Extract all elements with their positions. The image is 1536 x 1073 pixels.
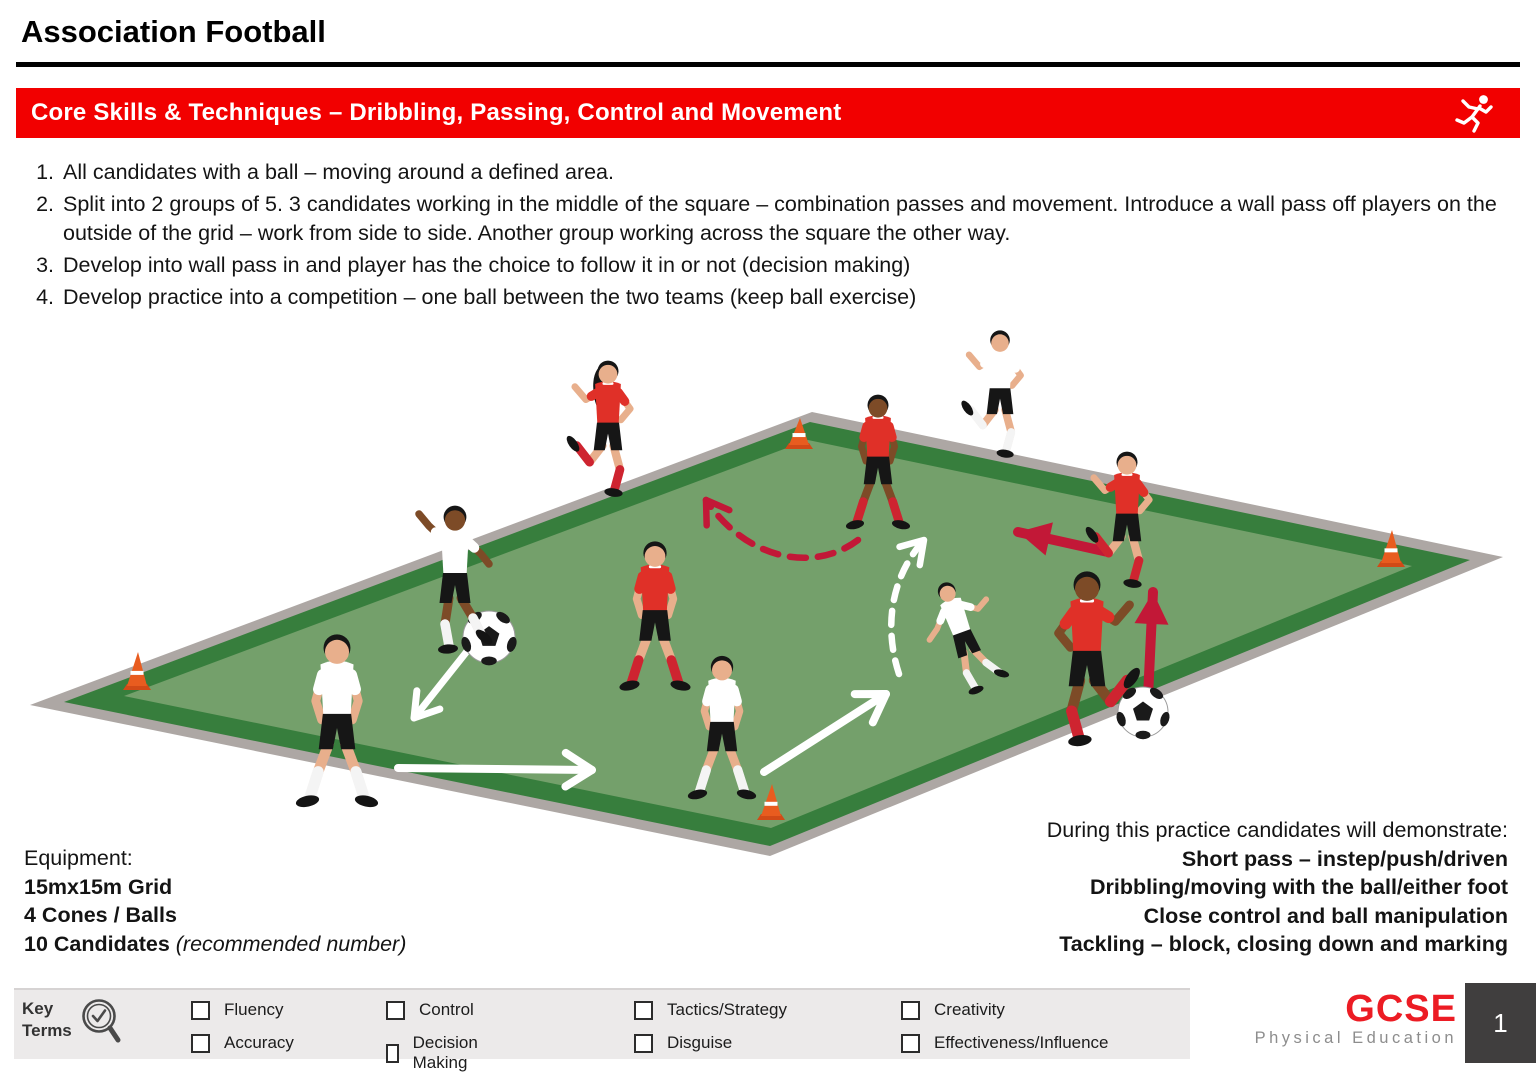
instruction-step: 3. Develop into wall pass in and player has the choice to follow it in or not (decision making) bbox=[60, 251, 1518, 280]
section-banner bbox=[16, 88, 1520, 138]
instruction-step: 1. All candidates with a ball – moving around a defined area. bbox=[60, 158, 1518, 187]
player-white-top-right bbox=[959, 330, 1020, 458]
gcse-logo bbox=[1255, 990, 1457, 1048]
key-term-label: Tactics/Strategy bbox=[667, 1000, 787, 1019]
equipment-block bbox=[24, 844, 406, 958]
checkbox-control[interactable] bbox=[386, 1001, 405, 1020]
key-term-label: Accuracy bbox=[224, 1033, 294, 1052]
page-title: Association Football bbox=[21, 14, 326, 49]
checkbox-effectiveness-influence[interactable] bbox=[901, 1034, 920, 1053]
key-term-label: Control bbox=[419, 1000, 474, 1019]
checkbox-accuracy[interactable] bbox=[191, 1034, 210, 1053]
equipment-candidates: 10 Candidates (recommended number) bbox=[24, 931, 407, 956]
player-red-top-left-female bbox=[564, 361, 630, 498]
instruction-step: 4. Develop practice into a competition – one ball between the two teams (keep ball exercise) bbox=[60, 283, 1518, 312]
equipment-cones-balls: 4 Cones / Balls bbox=[24, 903, 177, 927]
key-term-label: Creativity bbox=[934, 1000, 1005, 1019]
practice-instructions bbox=[24, 158, 1518, 315]
checkbox-fluency[interactable] bbox=[191, 1001, 210, 1020]
key-term-label: Decision Making bbox=[412, 1033, 478, 1072]
title-divider bbox=[16, 62, 1520, 67]
key-term-label: Effectiveness/Influence bbox=[934, 1033, 1109, 1052]
demonstrate-item: Tackling – block, closing down and marking bbox=[1059, 932, 1508, 956]
demonstrate-item: Close control and ball manipulation bbox=[1143, 903, 1508, 928]
equipment-grid: 15mx15m Grid bbox=[24, 874, 173, 899]
gcse-logo-subtitle: Physical Education bbox=[1254, 1029, 1457, 1047]
key-term-label: Disguise bbox=[667, 1033, 733, 1052]
demonstrate-item: Short pass – instep/push/driven bbox=[1181, 846, 1508, 871]
checkbox-creativity[interactable] bbox=[901, 1001, 920, 1020]
key-terms-label: Key Terms bbox=[22, 999, 72, 1040]
equipment-heading: Equipment: bbox=[24, 846, 133, 870]
key-term-label: Fluency bbox=[224, 1000, 284, 1019]
checkbox-decision-making[interactable] bbox=[386, 1044, 399, 1063]
checkbox-tactics-strategy[interactable] bbox=[634, 1001, 653, 1020]
instruction-step: 2. Split into 2 groups of 5. 3 candidates working in the middle of the square – combination passes and movement. Introduce a wall pass off players on the outside of the grid – work from side to side. Another group working across the square the other way. bbox=[60, 190, 1518, 248]
magnifier-check-icon bbox=[72, 994, 134, 1059]
page-number: 1 bbox=[1465, 983, 1536, 1063]
key-terms-panel bbox=[14, 988, 1190, 1072]
runner-icon bbox=[1450, 93, 1494, 138]
demonstrate-heading: During this practice candidates will demonstrate: bbox=[1046, 818, 1508, 842]
practice-drill-illustration bbox=[0, 300, 1536, 880]
section-banner-title: Core Skills & Techniques – Dribbling, Passing, Control and Movement bbox=[31, 99, 842, 126]
checkbox-disguise[interactable] bbox=[634, 1034, 653, 1053]
gcse-logo-title: GCSE bbox=[1345, 988, 1457, 1030]
demonstrate-item: Dribbling/moving with the ball/either foot bbox=[1089, 875, 1508, 899]
demonstrate-block bbox=[1047, 816, 1508, 959]
